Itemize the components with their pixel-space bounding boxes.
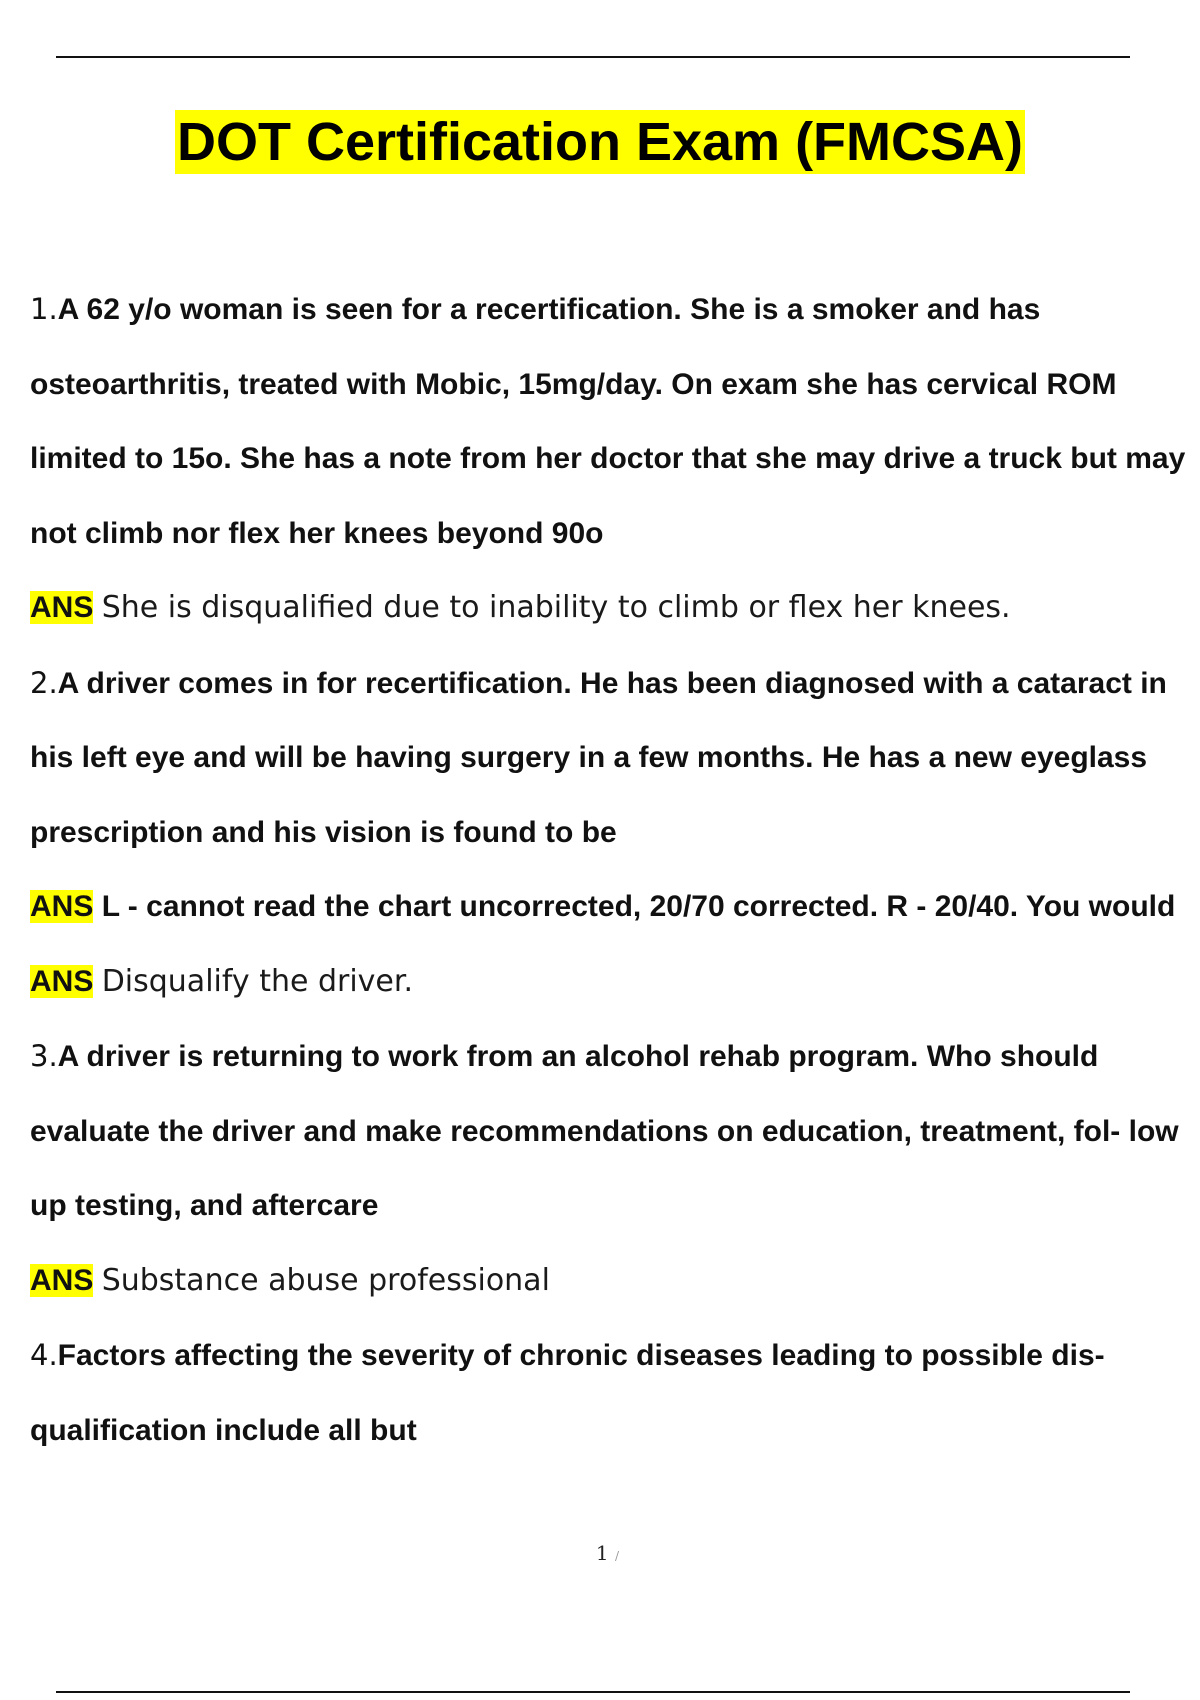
answer-text: Substance abuse professional — [101, 1262, 550, 1298]
question-number: 3. — [30, 1039, 58, 1073]
question-2 — [30, 646, 1195, 871]
question-number: 2. — [30, 665, 58, 700]
question-number: 4. — [30, 1338, 58, 1372]
page-number-separator: / — [615, 1549, 620, 1563]
answer-label: ANS — [30, 1263, 94, 1297]
question-text: Factors affecting the severity of chronic diseases leading to possible dis- qualification include all but — [30, 1339, 1105, 1447]
answer-3 — [30, 1244, 1195, 1319]
bottom-rule — [56, 1691, 1130, 1693]
question-text: A driver is returning to work from an alcohol rehab program. Who should evaluate the driver and make recommendations on education, treatment, fol- low up testing, and aftercare — [30, 1040, 1179, 1222]
page-number-value: 1 — [595, 1541, 609, 1565]
answer-label: ANS — [30, 890, 94, 923]
page-number — [0, 1541, 1200, 1565]
answer-text: L - cannot read the chart uncorrected, 20/70 corrected. R - 20/40. You would — [101, 890, 1176, 923]
answer-label: ANS — [30, 964, 94, 998]
question-text: A driver comes in for recertification. He has been diagnosed with a cataract in his left eye and will be having surgery in a few months. He has a new eyeglass prescription and his vision is found to be — [30, 666, 1167, 849]
question-text: A 62 y/o woman is seen for a recertification. She is a smoker and has osteoarthritis, treated with Mobic, 15mg/day. On exam she has cervical ROM limited to 15o. She has a note from her doctor that she may drive a truck but may not climb nor flex her knees beyond 90o — [30, 293, 1186, 550]
answer-2b — [30, 945, 1195, 1020]
title-container — [0, 110, 1200, 174]
question-list — [30, 272, 1195, 1468]
question-3 — [30, 1019, 1195, 1244]
question-1 — [30, 272, 1195, 571]
answer-text: Disqualify the driver. — [101, 963, 413, 999]
question-number: 1. — [30, 292, 58, 326]
page-title: DOT Certification Exam (FMCSA) — [176, 112, 1024, 172]
top-rule — [56, 56, 1130, 58]
answer-label: ANS — [30, 591, 94, 624]
question-4 — [30, 1318, 1195, 1468]
answer-1 — [30, 571, 1195, 646]
answer-text: She is disqualified due to inability to climb or flex her knees. — [101, 590, 1011, 625]
answer-2a — [30, 870, 1195, 945]
